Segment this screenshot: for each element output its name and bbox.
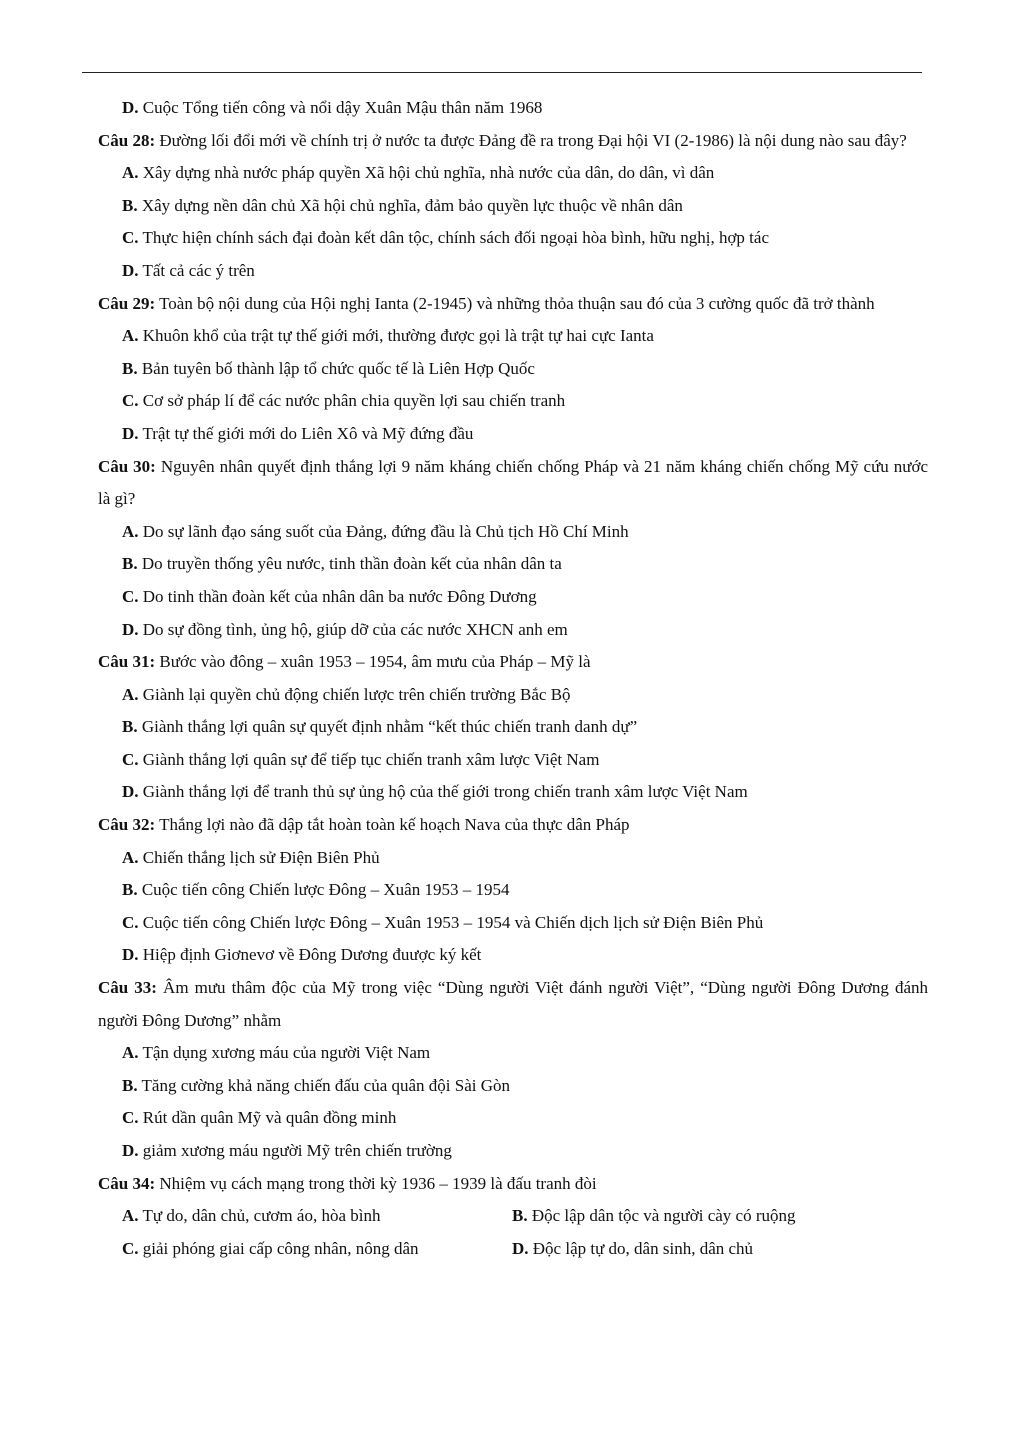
option-text: Tăng cường khả năng chiến đấu của quân đội Sài Gòn [141, 1075, 511, 1095]
option-label: D. [512, 1238, 529, 1258]
question-label: Câu 33: [98, 978, 157, 998]
option-b [98, 1070, 928, 1103]
option-d [98, 255, 928, 288]
option-label: D. [122, 423, 139, 443]
question-text: Nhiệm vụ cách mạng trong thời kỳ 1936 – 1939 là đấu tranh đòi [159, 1173, 597, 1193]
option-text: giải phóng giai cấp công nhân, nông dân [142, 1238, 419, 1258]
option-label: B. [122, 717, 138, 737]
question-label: Câu 28: [98, 130, 156, 150]
option-text: Giành thắng lợi quân sự để tiếp tục chiến tranh xâm lược Việt Nam [142, 749, 600, 769]
question-29 [98, 288, 928, 321]
option-text: Khuôn khổ của trật tự thế giới mới, thường được gọi là trật tự hai cực Ianta [142, 326, 654, 346]
option-c [122, 1233, 512, 1266]
question-28 [98, 125, 928, 158]
question-label: Câu 31: [98, 652, 156, 672]
option-text: Xây dựng nền dân chủ Xã hội chủ nghĩa, đảm bảo quyền lực thuộc về nhân dân [141, 195, 683, 215]
option-row [98, 1200, 928, 1233]
option-text: Giành thắng lợi quân sự quyết định nhằm “kết thúc chiến tranh danh dự” [141, 717, 638, 737]
option-a [122, 1200, 512, 1233]
option-c [98, 1102, 928, 1135]
option-label: A. [122, 521, 139, 541]
option-text: Tận dụng xương máu của người Việt Nam [142, 1043, 431, 1063]
option-text: Hiệp định Giơnevơ về Đông Dương đuược ký kết [142, 945, 482, 965]
option-label: C. [122, 912, 139, 932]
option-text: Tất cả các ý trên [142, 260, 255, 280]
option-b [98, 711, 928, 744]
question-34 [98, 1168, 928, 1201]
option-text: Cuộc Tổng tiến công và nổi dậy Xuân Mậu thân năm 1968 [142, 98, 543, 117]
option-text: Do sự lãnh đạo sáng suốt của Đảng, đứng đầu là Chủ tịch Hồ Chí Minh [142, 521, 629, 541]
option-text: Cuộc tiến công Chiến lược Đông – Xuân 1953 – 1954 và Chiến dịch lịch sử Điện Biên Phủ [142, 912, 764, 932]
option-text: Do sự đồng tình, ủng hộ, giúp dỡ của các nước XHCN anh em [142, 619, 568, 639]
option-label: B. [122, 1075, 138, 1095]
option-c [98, 581, 928, 614]
option-label: A. [122, 847, 139, 867]
option-d [98, 776, 928, 809]
option-label: B. [122, 195, 138, 215]
option-d [98, 418, 928, 451]
option-label: C. [122, 749, 139, 769]
option-text: Trật tự thế giới mới do Liên Xô và Mỹ đứng đầu [142, 423, 474, 443]
question-30 [98, 451, 928, 516]
option-text: Giành lại quyền chủ động chiến lược trên chiến trường Bắc Bộ [142, 684, 571, 704]
option-text: Độc lập dân tộc và người cày có ruộng [531, 1206, 796, 1226]
option-label: B. [122, 880, 138, 900]
option-label: C. [122, 1238, 139, 1258]
question-text: Bước vào đông – xuân 1953 – 1954, âm mưu của Pháp – Mỹ là [159, 652, 591, 672]
option-c [98, 907, 928, 940]
option-label: C. [122, 391, 139, 411]
option-text: Cơ sở pháp lí để các nước phân chia quyền lợi sau chiến tranh [142, 391, 566, 411]
option-b [98, 548, 928, 581]
option-text: Chiến thắng lịch sử Điện Biên Phủ [142, 847, 380, 867]
option-d [98, 614, 928, 647]
option-b [98, 353, 928, 386]
option-label: A. [122, 1206, 139, 1226]
option-label: D. [122, 782, 139, 802]
option-text: Do truyền thống yêu nước, tinh thần đoàn kết của nhân dân ta [141, 554, 562, 574]
question-list [98, 92, 928, 1265]
option-label: D. [122, 1141, 139, 1160]
question-text: Đường lối đổi mới về chính trị ở nước ta được Đảng đề ra trong Đại hội VI (2-1986) là nội dung nào sau đây? [159, 130, 907, 150]
option-label: D. [122, 98, 139, 117]
option-label: A. [122, 684, 139, 704]
option-text: Cuộc tiến công Chiến lược Đông – Xuân 1953 – 1954 [141, 880, 510, 900]
option-text: Giành thắng lợi để tranh thủ sự ủng hộ của thế giới trong chiến tranh xâm lược Việt Nam [142, 782, 748, 802]
option-a [98, 516, 928, 549]
option-c [98, 385, 928, 418]
option-text: Do tinh thần đoàn kết của nhân dân ba nước Đông Dương [142, 586, 537, 606]
option-label: D. [122, 619, 139, 639]
option-label: A. [122, 326, 139, 346]
option-text: Xây dựng nhà nước pháp quyền Xã hội chủ nghĩa, nhà nước của dân, do dân, vì dân [142, 163, 715, 183]
option-a [98, 157, 928, 190]
question-text: Thắng lợi nào đã dập tắt hoàn toàn kế hoạch Nava của thực dân Pháp [159, 815, 630, 835]
option-label: D. [122, 945, 139, 965]
question-text: Toàn bộ nội dung của Hội nghị Ianta (2-1945) và những thỏa thuận sau đó của 3 cường quốc đã trở thành [159, 293, 875, 313]
option-text: Bản tuyên bố thành lập tổ chức quốc tế là Liên Hợp Quốc [141, 358, 535, 378]
option-text: Tự do, dân chủ, cươm áo, hòa bình [142, 1206, 381, 1226]
option-text: Rút dần quân Mỹ và quân đồng minh [142, 1108, 397, 1128]
option-a [98, 679, 928, 712]
option-d [98, 1135, 928, 1168]
option-label: C. [122, 586, 139, 606]
option-label: C. [122, 1108, 139, 1128]
option-label: B. [512, 1206, 528, 1226]
option-d-q27 [98, 92, 928, 125]
question-33 [98, 972, 928, 1037]
question-label: Câu 29: [98, 293, 156, 313]
question-31 [98, 646, 928, 679]
option-c [98, 744, 928, 777]
option-label: D. [122, 260, 139, 280]
question-label: Câu 34: [98, 1173, 156, 1193]
header-rule [82, 72, 922, 73]
option-text: Thực hiện chính sách đại đoàn kết dân tộc, chính sách đối ngoại hòa bình, hữu nghị, hợp tác [142, 228, 769, 248]
option-b [98, 190, 928, 223]
question-label: Câu 32: [98, 815, 156, 835]
option-d [98, 939, 928, 972]
option-label: B. [122, 554, 138, 574]
option-label: B. [122, 358, 138, 378]
question-32 [98, 809, 928, 842]
option-a [98, 842, 928, 875]
option-label: C. [122, 228, 139, 248]
question-text: Âm mưu thâm độc của Mỹ trong việc “Dùng người Việt đánh người Việt”, “Dùng người Đông Dương đánh người Đông Dương” nhằm [98, 978, 929, 1030]
option-label: A. [122, 163, 139, 183]
option-a [98, 1037, 928, 1070]
question-label: Câu 30: [98, 456, 156, 476]
question-text: Nguyên nhân quyết định thắng lợi 9 năm kháng chiến chống Pháp và 21 năm kháng chiến chống Mỹ cứu nước là gì? [98, 456, 928, 509]
option-b [512, 1200, 902, 1233]
option-row [98, 1233, 928, 1266]
option-b [98, 874, 928, 907]
option-a [98, 320, 928, 353]
option-text: Độc lập tự do, dân sinh, dân chủ [532, 1238, 754, 1258]
option-label: A. [122, 1043, 139, 1063]
option-d [512, 1233, 902, 1266]
option-c [98, 222, 928, 255]
option-text: giảm xương máu người Mỹ trên chiến trường [142, 1141, 452, 1160]
